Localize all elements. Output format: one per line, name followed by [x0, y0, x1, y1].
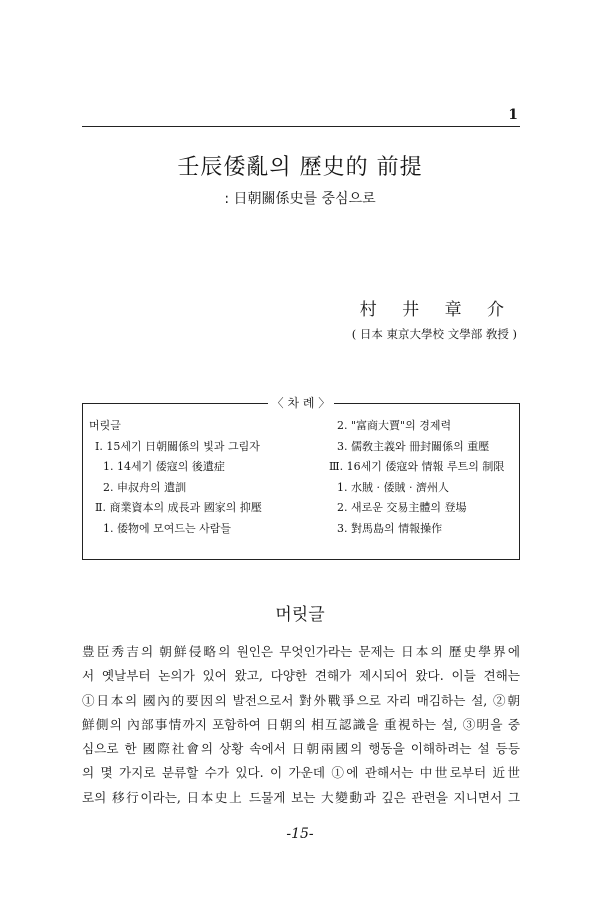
toc-item: 2. "富商大賈"의 경제력	[337, 419, 452, 432]
article-subtitle: : 日朝關係史를 중심으로	[224, 191, 376, 207]
section-heading: 머릿글	[275, 605, 325, 625]
toc-left-column	[89, 416, 262, 539]
toc-item: Ⅰ. 15세기 日朝關係의 빛과 그림자	[95, 439, 260, 453]
body-line: 鮮側의 內部事情까지 포함하여 日朝의 相互認識을 重視하는 설, ③明을 중	[82, 716, 520, 732]
page-number: 1	[508, 107, 518, 123]
body-line: 심으로 한 國際社會의 상황 속에서 日朝兩國의 행동을 이해하려는 설 등등	[82, 741, 520, 757]
author-affiliation: ( 日本 東京大學校 文學部 敎授 )	[351, 327, 517, 341]
body-line: 로의 移行이라는, 日本史上 드물게 보는 大變動과 깊은 관련을 지니면서 그	[82, 789, 520, 805]
table-of-contents	[82, 396, 520, 560]
toc-item: 3. 對馬島의 情報操作	[337, 521, 443, 535]
body-line: ①日本의 國內的要因의 발전으로서 對外戰爭으로 자리 매김하는 설, ②朝	[82, 692, 520, 708]
toc-heading	[83, 394, 519, 411]
header-rule	[82, 126, 520, 127]
article-title: 壬辰倭亂의 歷史的 前提	[177, 155, 423, 180]
body-line: 豊臣秀吉의 朝鮮侵略의 원인은 무엇인가라는 문제는 日本의 歷史學界에	[82, 644, 520, 659]
toc-item: Ⅱ. 商業資本의 成長과 國家의 抑壓	[95, 501, 262, 514]
toc-item: 2. 새로운 交易主體의 登場	[337, 501, 467, 514]
toc-right-column	[323, 416, 504, 539]
toc-item: 3. 儒敎主義와 冊封關係의 重壓	[337, 439, 490, 453]
toc-heading-label: 〈 차 례 〉	[268, 396, 335, 410]
toc-item: 1. 14세기 倭寇의 後遺症	[103, 460, 225, 473]
page-folio: -15-	[286, 826, 314, 842]
toc-item: Ⅲ. 16세기 倭寇와 情報 루트의 制限	[329, 460, 505, 473]
toc-item: 머릿글	[89, 419, 121, 432]
toc-item: 2. 申叔舟의 遺訓	[103, 480, 187, 494]
toc-item: 1. 倭物에 모여드는 사람들	[103, 521, 231, 535]
toc-item: 1. 水賊 · 倭賊 · 濟州人	[337, 480, 449, 494]
author-name: 村 井 章 介	[359, 300, 514, 320]
body-line: 서 옛날부터 논의가 있어 왔고, 다양한 견해가 제시되어 왔다. 이들 견해는	[82, 668, 520, 684]
body-line: 의 몇 가지로 분류할 수가 있다. 이 가운데 ①에 관해서는 中世로부터 近世	[82, 765, 520, 781]
body-paragraph	[82, 640, 520, 810]
